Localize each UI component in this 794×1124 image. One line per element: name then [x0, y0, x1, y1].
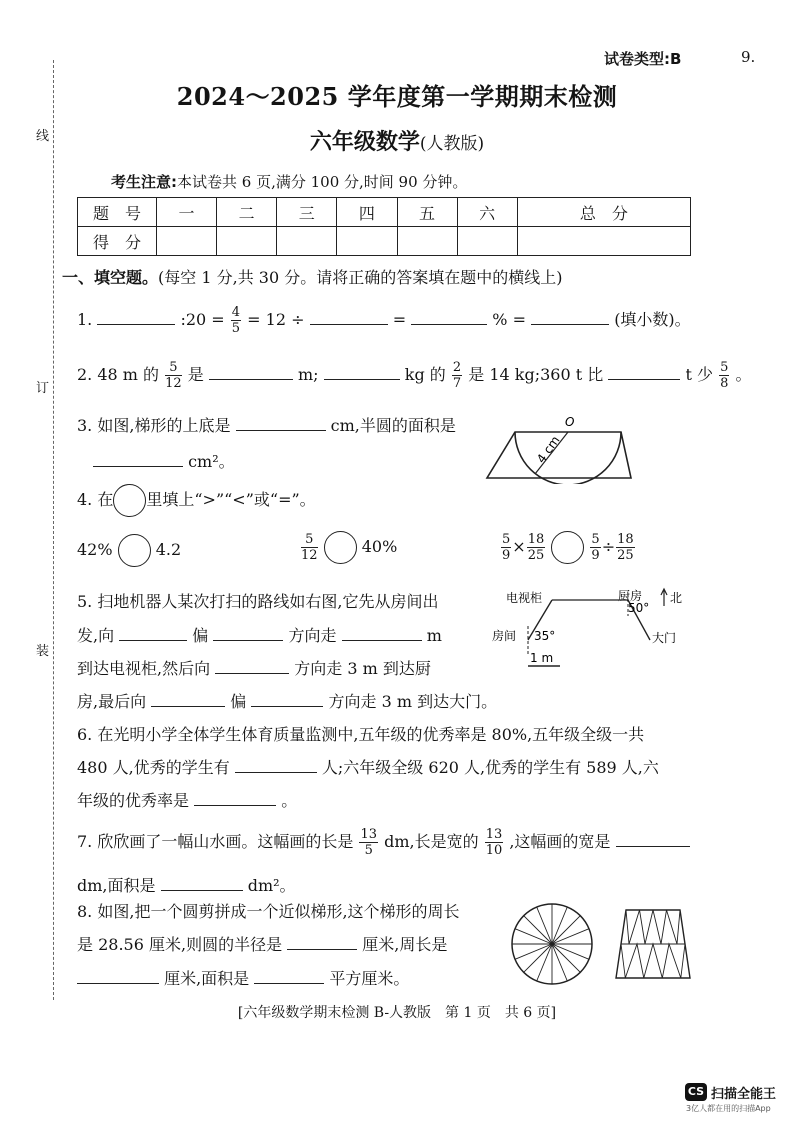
section-1-label: 一、填空题。	[62, 268, 159, 287]
q4-operator: ÷	[601, 537, 616, 556]
q4-value: 42%	[77, 540, 113, 559]
q8-text: 厘米,周长是	[362, 935, 448, 954]
q3-text: 3. 如图,梯形的上底是	[77, 416, 231, 435]
q4-compare-2	[300, 530, 397, 564]
q5-text: 偏	[192, 626, 209, 645]
question-5-line-3	[77, 656, 431, 679]
score-col-2: 二	[217, 198, 277, 227]
q4-text: 4. 在	[77, 490, 114, 509]
q8-blank-2[interactable]	[77, 967, 159, 984]
paper-type: 试卷类型:B	[604, 50, 682, 68]
score-cell[interactable]	[277, 227, 337, 256]
q2-frac-numerator: 5	[720, 360, 729, 375]
question-8-line-3	[77, 966, 409, 989]
scale-label: 1 m	[530, 651, 554, 665]
score-col-4: 四	[337, 198, 397, 227]
q5-blank-6[interactable]	[251, 690, 323, 707]
q2-text: kg 的	[404, 365, 446, 384]
q6-blank-1[interactable]	[235, 756, 317, 773]
q4-value: 4.2	[155, 540, 182, 559]
q1-blank-3[interactable]	[411, 308, 487, 325]
edition-label: (人教版)	[419, 134, 485, 154]
q7-text: dm,长是宽的	[384, 832, 479, 851]
q4-frac-numerator: 18	[617, 532, 634, 547]
question-6-line-1: 6. 在光明小学全体学生体育质量监测中,五年级的优秀率是 80%,五年级全级一共	[77, 725, 645, 744]
q4-answer-circle-2[interactable]	[324, 531, 357, 564]
q2-fraction-2	[452, 360, 462, 391]
zigzag-line	[621, 944, 685, 978]
q7-fraction-1	[359, 827, 378, 858]
camscanner-logo: CS	[685, 1083, 707, 1101]
q4-frac-denominator: 9	[591, 548, 600, 563]
sector-line	[524, 916, 552, 944]
exam-notice	[111, 171, 467, 192]
q7-text: ,这幅画的宽是	[509, 832, 611, 851]
q6-text: 480 人,优秀的学生有	[77, 758, 230, 777]
subject-name: 六年级数学	[309, 129, 420, 155]
score-col-5: 五	[397, 198, 457, 227]
q4-fraction	[616, 532, 635, 563]
q3-blank-2[interactable]	[93, 450, 183, 467]
q2-frac-denominator: 7	[452, 376, 462, 391]
score-cell[interactable]	[157, 227, 217, 256]
q4-text: 里填上“>”“<”或“=”。	[146, 490, 316, 509]
q6-text: 。	[281, 791, 298, 810]
q5-text: 方向走 3 m 到达厨	[294, 659, 431, 678]
q4-compare-1	[77, 533, 181, 567]
score-table-score-row	[78, 227, 691, 256]
q4-compare-3	[500, 530, 636, 564]
q1-blank-1[interactable]	[97, 308, 175, 325]
q2-frac-denominator: 12	[165, 376, 182, 391]
sector-line	[552, 916, 580, 944]
q4-frac-numerator: 5	[591, 532, 600, 547]
score-col-6: 六	[457, 198, 517, 227]
q5-blank-3[interactable]	[342, 624, 422, 641]
q1-fraction	[231, 305, 241, 336]
section-1-header	[62, 265, 562, 288]
question-8-line-1: 8. 如图,把一个圆剪拼成一个近似梯形,这个梯形的周长	[77, 902, 460, 921]
q7-text: 7. 欣欣画了一幅山水画。这幅画的长是	[77, 832, 354, 851]
q7-text: dm,面积是	[77, 876, 156, 895]
question-7-line-1	[77, 827, 690, 858]
q7-blank-1[interactable]	[616, 830, 690, 847]
q4-frac-numerator: 18	[527, 532, 545, 547]
camscanner-slogan: 3亿人都在用的扫描App	[686, 1104, 771, 1113]
q8-text: 厘米,面积是	[164, 969, 250, 988]
q2-blank-3[interactable]	[608, 363, 680, 380]
circle-sectors	[512, 904, 592, 984]
q3-text: cm²。	[188, 452, 235, 471]
q7-fraction-2	[485, 827, 504, 858]
q5-text: m	[426, 626, 442, 645]
q4-operator: ×	[512, 537, 526, 556]
q5-text: 房,最后向	[77, 692, 147, 711]
page-footer: [六年级数学期末检测 B-人教版 第 1 页 共 6 页]	[237, 1005, 557, 1021]
question-1	[77, 305, 691, 336]
sector-line	[524, 944, 552, 972]
margin-label-bind: 装	[36, 644, 50, 659]
q5-text: 发,向	[77, 626, 115, 645]
q2-text: 是 14 kg;360 t 比	[468, 365, 604, 384]
tv-cabinet-label: 电视柜	[506, 591, 543, 605]
q3-blank-1[interactable]	[236, 414, 326, 431]
q5-blank-2[interactable]	[213, 624, 283, 641]
q7-frac-denominator: 5	[364, 843, 373, 858]
section-1-instruction: (每空 1 分,共 30 分。请将正确的答案填在题中的横线上)	[158, 268, 563, 287]
q6-text: 年级的优秀率是	[77, 791, 190, 810]
score-cell[interactable]	[517, 227, 690, 256]
q5-text: 方向走 3 m 到达大门。	[328, 692, 498, 711]
score-cell[interactable]	[217, 227, 277, 256]
corner-mark: 9.	[741, 48, 756, 66]
q5-text: 到达电视柜,然后向	[77, 659, 211, 678]
camscanner-name: 扫描全能王	[711, 1087, 777, 1102]
q4-frac-numerator: 5	[502, 532, 511, 547]
margin-label-staple: 订	[36, 381, 50, 396]
q4-answer-circle-1[interactable]	[118, 534, 151, 567]
q1-text: = 12 ÷	[247, 310, 305, 329]
q2-fraction-1	[165, 360, 182, 391]
q4-fraction	[590, 532, 600, 563]
q8-circle-diagram	[508, 900, 598, 990]
q2-text: 。	[735, 365, 752, 384]
center-label: O	[565, 415, 575, 429]
question-2	[77, 360, 751, 391]
question-5-line-2	[77, 623, 442, 646]
q1-blank-4[interactable]	[531, 308, 609, 325]
q3-trapezoid-diagram	[485, 412, 635, 484]
q2-text: 是	[187, 365, 204, 384]
score-header-label: 题 号	[78, 198, 157, 227]
q1-frac-numerator: 4	[231, 305, 241, 320]
q2-blank-2[interactable]	[324, 363, 400, 380]
q4-fraction	[527, 532, 546, 563]
score-col-1: 一	[157, 198, 217, 227]
q2-text: t 少	[685, 365, 713, 384]
q1-text: (填小数)。	[614, 310, 691, 329]
q2-fraction-3	[719, 360, 729, 391]
q8-trapezoid-diagram	[612, 906, 694, 984]
north-label: 北	[670, 591, 683, 605]
q4-answer-circle-3[interactable]	[551, 531, 584, 564]
score-cell[interactable]	[397, 227, 457, 256]
q1-text: :20 =	[180, 310, 225, 329]
q5-blank-1[interactable]	[119, 624, 187, 641]
q8-blank-3[interactable]	[254, 967, 324, 984]
q1-number: 1.	[77, 310, 93, 329]
q3-text: cm,半圆的面积是	[330, 416, 456, 435]
q4-value: 40%	[361, 537, 398, 556]
q4-fraction	[301, 532, 318, 563]
q2-text: m;	[298, 365, 319, 384]
q2-frac-numerator: 5	[165, 360, 182, 376]
question-6-line-3	[77, 788, 297, 811]
notice-text: 本试卷共 6 页,满分 100 分,时间 90 分钟。	[177, 173, 468, 191]
zigzag-line	[626, 910, 680, 944]
binding-margin-line	[53, 60, 55, 1000]
subject-title	[0, 125, 794, 156]
q7-text: dm²。	[247, 876, 296, 895]
q8-text: 是 28.56 厘米,则圆的半径是	[77, 935, 283, 954]
q4-fraction	[501, 532, 511, 563]
q4-frac-denominator: 9	[502, 548, 511, 563]
score-col-3: 三	[277, 198, 337, 227]
question-8-line-2	[77, 932, 447, 955]
q1-blank-2[interactable]	[310, 308, 388, 325]
q5-route-diagram	[490, 586, 690, 672]
question-5-line-1: 5. 扫地机器人某次打扫的路线如右图,它先从房间出	[77, 592, 439, 611]
q2-frac-numerator: 2	[452, 360, 462, 375]
q5-blank-4[interactable]	[215, 657, 289, 674]
question-5-line-4	[77, 689, 497, 712]
door-label: 大门	[652, 631, 677, 645]
q7-frac-numerator: 13	[485, 827, 503, 842]
room-label: 房间	[492, 629, 517, 643]
q7-frac-numerator: 13	[360, 827, 377, 842]
q6-blank-2[interactable]	[194, 789, 276, 806]
margin-label-line: 线	[36, 129, 50, 144]
q4-frac-numerator: 5	[301, 532, 318, 548]
q7-frac-denominator: 10	[485, 843, 503, 858]
q8-text: 平方厘米。	[329, 969, 410, 988]
q6-text: 人;六年级全级 620 人,优秀的学生有 589 人,六	[321, 758, 659, 777]
q8-blank-1[interactable]	[287, 933, 357, 950]
angle-35-label: 35°	[534, 629, 556, 643]
sector-line	[552, 944, 580, 972]
score-row-label: 得 分	[78, 227, 157, 256]
q2-text: 2. 48 m 的	[77, 365, 160, 384]
score-table-header-row	[78, 198, 691, 227]
q4-frac-denominator: 25	[527, 548, 545, 563]
q2-frac-denominator: 8	[720, 376, 729, 391]
q1-frac-denominator: 5	[231, 321, 241, 336]
exam-title: 2024～2025 学年度第一学期期末检测	[176, 82, 618, 111]
question-3-line-1	[77, 413, 456, 436]
angle-50-label: 50°	[628, 601, 650, 615]
score-cell[interactable]	[457, 227, 517, 256]
radius-label: 4 cm	[533, 433, 563, 466]
kitchen-label: 厨房	[618, 589, 643, 603]
question-3-line-2	[93, 449, 235, 472]
semicircle-arc	[515, 432, 621, 484]
q4-frac-denominator: 25	[617, 548, 634, 563]
notice-label: 考生注意:	[111, 173, 177, 191]
q4-frac-denominator: 12	[301, 548, 318, 563]
q2-blank-1[interactable]	[209, 363, 293, 380]
question-7-line-2	[77, 873, 296, 896]
q5-text: 方向走	[288, 626, 337, 645]
q1-text: =	[392, 310, 407, 329]
score-table	[77, 197, 691, 256]
q5-text: 偏	[230, 692, 247, 711]
question-4-intro	[77, 484, 316, 517]
q4-intro-circle	[113, 484, 146, 517]
q5-blank-5[interactable]	[151, 690, 225, 707]
question-6-line-2	[77, 755, 659, 778]
q1-text: % =	[492, 310, 526, 329]
q7-blank-2[interactable]	[161, 874, 243, 891]
score-cell[interactable]	[337, 227, 397, 256]
score-col-total: 总 分	[517, 198, 690, 227]
